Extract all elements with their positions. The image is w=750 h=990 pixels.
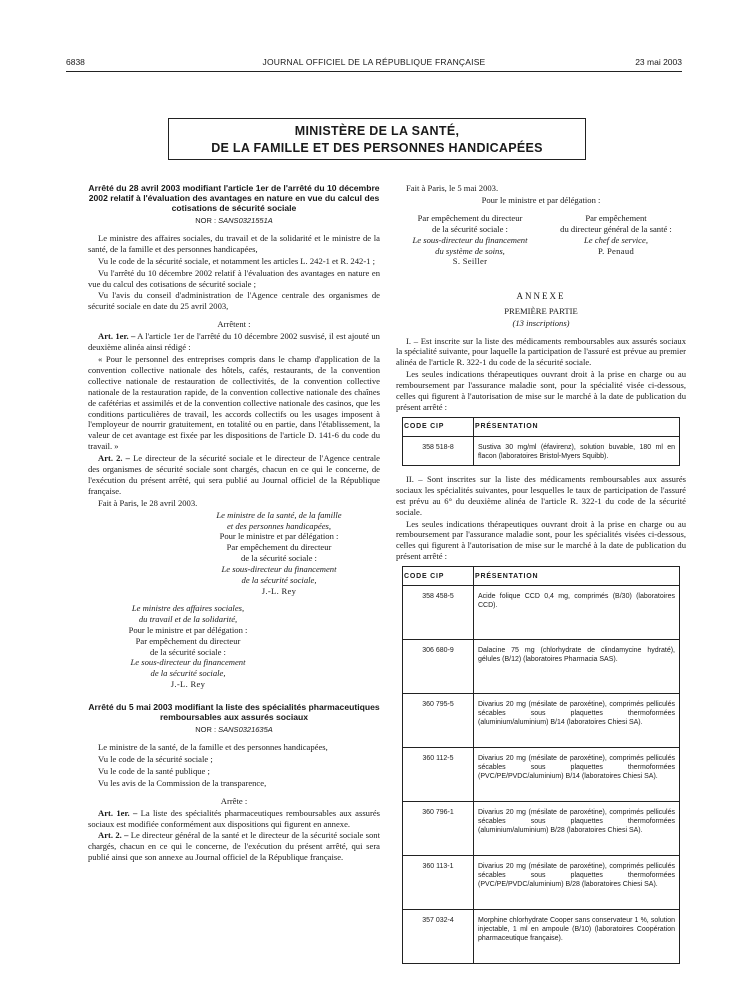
sig-line: Le sous-directeur du financement	[221, 564, 337, 575]
sig-line: Par empêchement du directeur	[135, 635, 241, 646]
paragraph: Vu le code de la sécurité sociale, et notamment les articles L. 242-1 et R. 242-1 ;	[98, 255, 376, 266]
table-row	[403, 856, 680, 910]
paragraph: Vu l'arrêté du 10 décembre 2002 relatif à l'évaluation des avantages en nature en vue du calcul des cotisations de sécurité sociale ;	[88, 267, 380, 289]
ministry-line-2: DE LA FAMILLE ET DES PERSONNES HANDICAPÉES	[211, 141, 543, 155]
paragraph: Les seules indications thérapeutiques ouvrant droit à la prise en charge ou au remboursement par l'assurance maladie sont, pour la spécialité visée ci-dessous, celles qui figurent à l'autorisation de mise sur le marché à la date de publication du présent arrêté :	[396, 369, 686, 412]
nor-code: SANS0321635A	[218, 725, 273, 735]
fait-a-paris: Fait à Paris, le 28 avril 2003.	[98, 497, 198, 508]
arretent: Arrêtent :	[217, 319, 251, 330]
signature-block-2	[88, 603, 288, 690]
header-rule	[66, 71, 682, 72]
issue-date: 23 mai 2003	[635, 57, 682, 67]
table-row	[403, 802, 680, 856]
ministry-line-1: MINISTÈRE DE LA SANTÉ,	[294, 124, 460, 138]
signatory-name: P. Penaud	[597, 245, 635, 256]
article-label: Art. 1er. –	[98, 331, 136, 342]
table-row	[403, 436, 680, 465]
decree-2-nor	[88, 725, 380, 736]
cip-code: 360 112-5	[403, 748, 474, 802]
paragraph: Le ministre des affaires sociales, du travail et de la solidarité et le ministre de la santé, de la famille et des personnes handicapées,	[88, 232, 380, 254]
col-header-code: CODE CIP	[403, 417, 474, 436]
table-row	[403, 586, 680, 640]
article-text: La liste des spécialités pharmaceutiques remboursables aux assurés sociaux est modifiée conformément aux dispositions qui figurent en annexe.	[88, 807, 380, 829]
article-text: A l'article 1er de l'arrêté du 10 décembre 2002 susvisé, il est ajouté un deuxième alinéa ainsi rédigé :	[88, 331, 380, 353]
paragraph: II. – Sont inscrites sur la liste des médicaments remboursables aux assurés sociaux les spécialités suivantes, pour lesquelles le taux de participation de l'assuré est prévu au 6° du deuxième alinéa de l'article R. 322-1 du code de la sécurité sociale.	[396, 473, 686, 517]
article-text: Le directeur de la sécurité sociale et le directeur de l'Agence centrale des organismes de sécurité sociale sont chargés, chacun en ce qui le concerne, de l'exécution du présent arrêté, qui sera publié au Journal officiel de la République française.	[88, 453, 380, 496]
signature-pair	[396, 213, 686, 283]
sig-line: et des personnes handicapées,	[226, 520, 332, 531]
sig-line: Le ministre des affaires sociales,	[131, 602, 245, 613]
sig-line: du travail et de la solidarité,	[138, 613, 238, 624]
presentation-cell: Dalacine 75 mg (chlorhydrate de clindamycine hydraté), gélules (B/12) (laboratoires Pharmacia SAS).	[474, 640, 680, 694]
presentation-cell: Divarius 20 mg (mésilate de paroxétine), comprimés pelliculés sécables sous plaquettes thermoformées (PVC/PE/PVDC/aluminium) B/14 (laboratoires Chiesi SA).	[474, 748, 680, 802]
sig-line: Le chef de service,	[584, 234, 648, 245]
left-column	[88, 183, 380, 864]
annexe-heading: ANNEXE	[516, 290, 566, 301]
col-header-presentation: PRÉSENTATION	[474, 567, 680, 586]
page-number: 6838	[66, 57, 85, 67]
fait-a-paris: Fait à Paris, le 5 mai 2003.	[406, 183, 499, 193]
nor-code: SANS0321551A	[218, 216, 273, 225]
presentation-cell: Divarius 20 mg (mésilate de paroxétine), comprimés pelliculés sécables sous plaquettes thermoformées (aluminium/aluminium) B/28 (laboratoires Chiesi SA).	[474, 802, 680, 856]
cip-code: 357 032-4	[403, 910, 474, 964]
paragraph: Vu le code de la santé publique ;	[98, 765, 210, 776]
sig-line: de la sécurité sociale :	[432, 223, 508, 234]
signatory-name: S. Seiller	[452, 256, 488, 267]
page-header	[66, 57, 682, 71]
table-row	[403, 640, 680, 694]
signatory-name: J.-L. Rey	[261, 586, 297, 596]
decree-1-nor	[88, 216, 380, 227]
sig-line: de la sécurité sociale,	[241, 575, 317, 586]
inscriptions-count	[396, 318, 686, 329]
col-header-code: CODE CIP	[403, 567, 474, 586]
table-row	[403, 748, 680, 802]
article-label: Art. 2. –	[98, 453, 130, 464]
cip-code: 306 680-9	[403, 640, 474, 694]
inscriptions-text: (13 inscriptions)	[512, 317, 570, 328]
article-label: Art. 2. –	[98, 830, 129, 841]
arrete: Arrête :	[220, 795, 248, 806]
article-1	[88, 331, 380, 353]
article-label: Art. 1er. –	[98, 807, 138, 818]
cip-code: 360 113-1	[403, 856, 474, 910]
sig-line: Par empêchement du directeur	[226, 542, 332, 553]
signature-block-1	[178, 510, 380, 597]
article-1	[88, 808, 380, 830]
presentation-cell: Divarius 20 mg (mésilate de paroxétine), comprimés pelliculés sécables sous plaquettes thermoformées (aluminium/aluminium) B/14 (laboratoires Chiesi SA).	[474, 694, 680, 748]
presentation-cell: Divarius 20 mg (mésilate de paroxétine), comprimés pelliculés sécables sous plaquettes thermoformées (PVC/PE/PVDC/aluminium) B/28 (laboratoires Chiesi SA).	[474, 856, 680, 910]
nor-label: NOR :	[195, 216, 219, 225]
journal-title: JOURNAL OFFICIEL DE LA RÉPUBLIQUE FRANÇAISE	[262, 57, 486, 67]
sig-line: de la sécurité sociale :	[241, 553, 317, 564]
decree-1-title: Arrêté du 28 avril 2003 modifiant l'article 1er de l'arrêté du 10 décembre 2002 relatif à l'évaluation des avantages en nature en vue du calcul des cotisations de sécurité sociale	[88, 183, 380, 213]
signatory-name: J.-L. Rey	[170, 679, 206, 690]
medication-table-1	[402, 417, 680, 466]
paragraph: I. – Est inscrite sur la liste des médicaments remboursables aux assurés sociaux la spécialité suivante, pour laquelle la participation de l'assuré est prévue au premier alinéa de l'article R. 322-1 du code de la sécurité sociale.	[396, 335, 686, 368]
right-column	[396, 183, 686, 972]
presentation-cell: Acide folique CCD 0,4 mg, comprimés (B/30) (laboratoires CCD).	[474, 586, 680, 640]
article-2	[88, 830, 380, 863]
table-row	[403, 910, 680, 964]
sig-line: de la sécurité sociale :	[150, 646, 226, 657]
cip-code: 360 795-5	[403, 694, 474, 748]
sig-line: de la sécurité sociale,	[150, 668, 226, 679]
sig-line: Le ministre de la santé, de la famille	[216, 509, 342, 520]
quoted-paragraph: « Pour le personnel des entreprises compris dans le champ d'application de la convention collective nationale des hôtels, cafés, restaurants, de la convention collective nationale de restauration de collectivités, de la convention collective nationale de la restauration rapide, de la convention collective nationale des chaînes de cafétérias et assimilés et de la convention collective nationale des casinos, que les conditions particulières de travail, les accords collectifs ou les usages imposent à l'employeur de nourrir gratuitement, en totalité ou en partie, dans l'établissement, la valeur de cet avantage est fixée par les dispositions de l'article D. 141-6 du code du travail. »	[88, 353, 380, 452]
presentation-cell: Sustiva 30 mg/ml (éfavirenz), solution buvable, 180 ml en flacon (laboratoires Bristol-Myers Squibb).	[474, 436, 680, 465]
paragraph: Vu les avis de la Commission de la transparence,	[98, 777, 267, 788]
ministry-box	[168, 118, 586, 160]
sig-line: Par empêchement du directeur	[417, 212, 523, 223]
article-2	[88, 453, 380, 497]
col-header-presentation: PRÉSENTATION	[474, 417, 680, 436]
sig-line: Le sous-directeur du financement	[412, 234, 528, 245]
pour-le-ministre: Pour le ministre et par délégation :	[481, 194, 601, 205]
cip-code: 358 458-5	[403, 586, 474, 640]
sig-line: Pour le ministre et par délégation :	[128, 624, 248, 635]
sig-line: Pour le ministre et par délégation :	[219, 531, 339, 542]
presentation-cell: Morphine chlorhydrate Cooper sans conservateur 1 %, solution injectable, 1 ml en ampoule (B/10) (laboratoires Coopération pharmaceutique française).	[474, 910, 680, 964]
sig-line: du directeur général de la santé :	[560, 223, 672, 234]
signature-left	[396, 213, 544, 268]
sig-line: du système de soins,	[435, 245, 505, 256]
paragraph: Vu l'avis du conseil d'administration de l'Agence centrale des organismes de sécurité sociale en date du 25 avril 2003,	[88, 290, 380, 312]
nor-label: NOR :	[195, 725, 219, 735]
sig-line: Par empêchement	[585, 212, 647, 223]
part-heading: PREMIÈRE PARTIE	[504, 305, 578, 316]
cip-code: 360 796-1	[403, 802, 474, 856]
cip-code: 358 518-8	[403, 436, 474, 465]
paragraph: Vu le code de la sécurité sociale ;	[98, 753, 213, 764]
article-text: Le directeur général de la santé et le directeur de la sécurité sociale sont chargés, chacun en ce qui le concerne, de l'exécution du présent arrêté, qui sera publié ainsi que son annexe au Journal officiel de la République française.	[88, 830, 380, 863]
decree-2-title: Arrêté du 5 mai 2003 modifiant la liste des spécialités pharmaceutiques remboursables aux assurés sociaux	[88, 702, 380, 723]
medication-table-2	[402, 566, 680, 964]
paragraph: Les seules indications thérapeutiques ouvrant droit à la prise en charge ou au remboursement par l'assurance maladie sont, pour les spécialités visées ci-dessous, celles qui figurent à l'autorisation de mise sur le marché à la date de publication du présent arrêté :	[396, 518, 686, 562]
table-row	[403, 694, 680, 748]
paragraph: Le ministre de la santé, de la famille et des personnes handicapées,	[98, 742, 328, 753]
signature-right	[546, 213, 686, 257]
sig-line: Le sous-directeur du financement	[130, 657, 246, 668]
